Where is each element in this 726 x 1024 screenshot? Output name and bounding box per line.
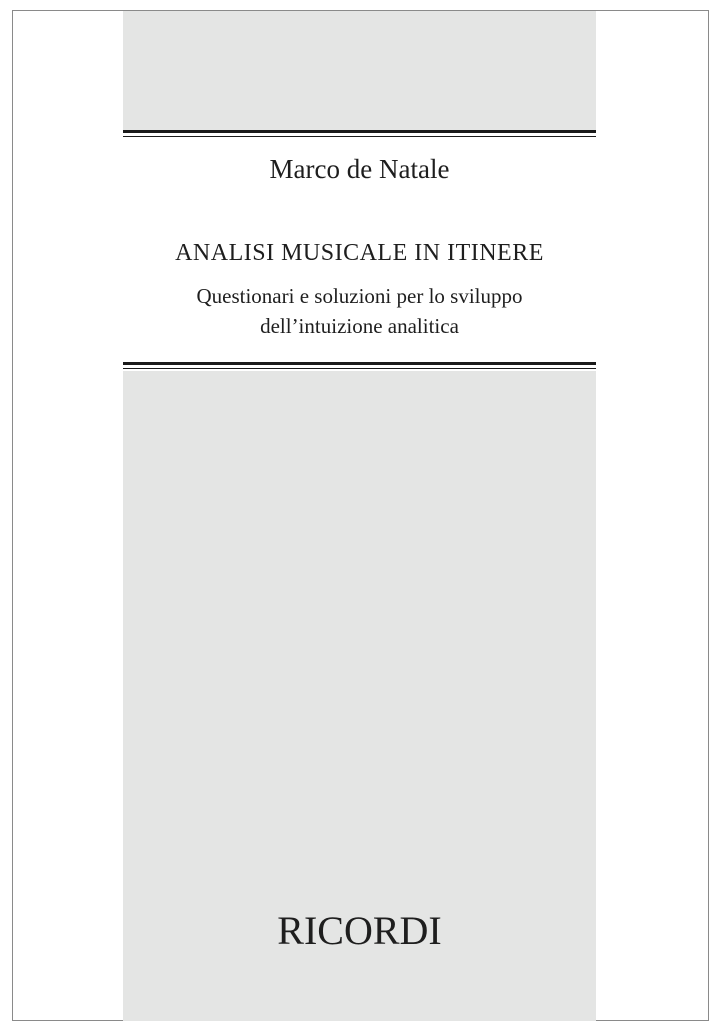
author-name: Marco de Natale bbox=[269, 154, 450, 184]
subtitle-line-2: dell’intuizione analitica bbox=[260, 314, 459, 338]
gray-band-top bbox=[123, 11, 596, 131]
subtitle-line-1: Questionari e soluzioni per lo sviluppo bbox=[196, 284, 523, 308]
top-thin-rule bbox=[123, 136, 596, 137]
bottom-thin-rule bbox=[123, 368, 596, 369]
top-double-rule bbox=[123, 130, 596, 138]
book-title: ANALISI MUSICALE IN ITINERE bbox=[175, 240, 544, 266]
top-thick-rule bbox=[123, 130, 596, 133]
book-subtitle bbox=[123, 281, 596, 341]
bottom-thick-rule bbox=[123, 362, 596, 365]
bottom-double-rule bbox=[123, 362, 596, 370]
publisher-name: RICORDI bbox=[277, 908, 442, 953]
